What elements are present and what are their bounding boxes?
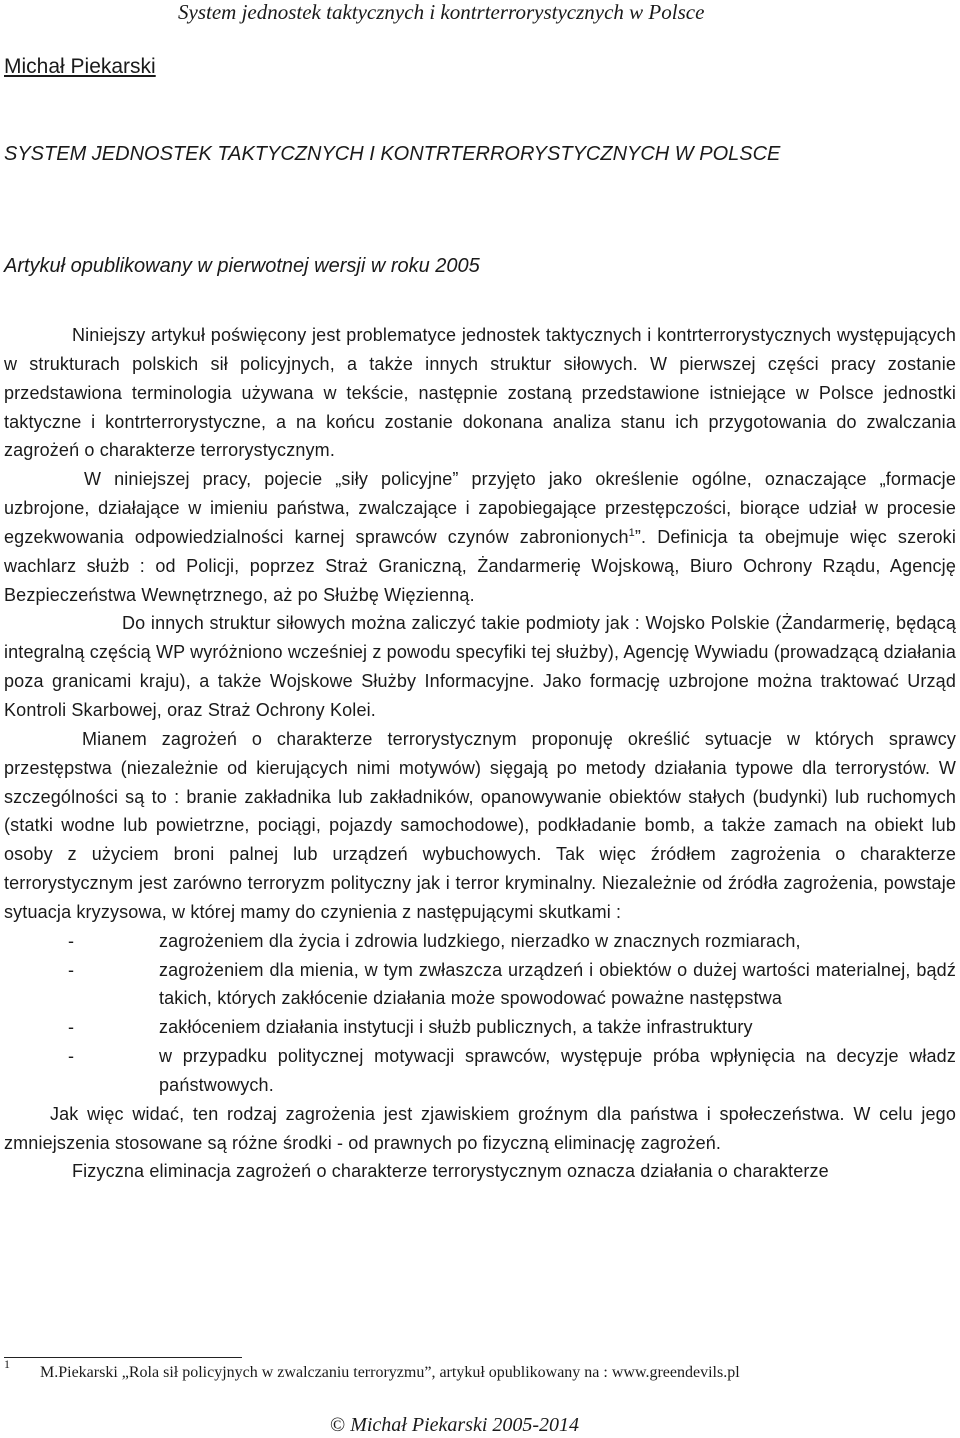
list-item [4,927,956,956]
list-item-text: zagrożeniem dla mienia, w tym zwłaszcza urządzeń i obiektów o dużej wartości materialnej, bądź takich, których zakłócenie działania może spowodować poważne następstwa [159,959,956,1009]
paragraph-definition-text: W niniejszej pracy, pojecie „siły policyjne” przyjęto jako określenie ogólne, oznaczające „formacje uzbrojone, działające w imieniu państwa, zwalczające i zapobiegające przestępczości, biorące udział w procesie egzekwowania odpowiedzialności karnej sprawców czynów zabronionych [4,469,956,547]
paragraph-summary: Jak więc widać, ten rodzaj zagrożenia jest zjawiskiem groźnym dla państwa i społeczeństwa. W celu jego zmniejszenia stosowane są różne środki - od prawnych po fizyczną eliminację zagrożeń. [4,1103,956,1153]
list-item-text: zagrożeniem dla życia i zdrowia ludzkiego, nierzadko w znacznych rozmiarach, [159,930,801,951]
consequences-list [4,927,956,1100]
list-item [4,1042,956,1100]
article-body [4,321,956,1186]
list-dash: - [68,959,75,980]
footnote-separator [4,1357,242,1358]
running-header: System jednostek taktycznych i kontrterrorystycznych w Polsce [178,0,705,24]
list-item [4,956,956,1014]
paragraph-elimination: Fizyczna eliminacja zagrożeń o charakterze terrorystycznym oznacza działania o charakterze [72,1161,829,1182]
footnote-reference: 1 [628,526,635,539]
paragraph-definition [4,465,956,609]
list-dash: - [68,930,75,951]
document-title: SYSTEM JEDNOSTEK TAKTYCZNYCH I KONTRTERRORYSTYCZNYCH W POLSCE [4,143,781,165]
copyright-icon: © [330,1414,346,1436]
paragraph-other-structures: Do innych struktur siłowych można zaliczyć takie podmioty jak : Wojsko Polskie (Żandarmerię, będącą integralną częścią WP wyróżniono wcześniej z powodu specyfiki tej służby), Agencję Wywiadu (prowadzącą działania poza granicami kraju), a także Wojskowe Służby Informacyjne. Jako formację uzbrojone można traktować Urząd Kontroli Skarbowej, oraz Straż Ochrony Kolei. [4,613,956,720]
footnote-text: M.Piekarski „Rola sił policyjnych w zwalczaniu terroryzmu”, artykuł opublikowany na : www.greendevils.pl [40,1364,740,1381]
list-item [4,1013,956,1042]
paragraph-threats: Mianem zagrożeń o charakterze terrorystycznym proponuję określić sytuacje w których sprawcy przestępstwa (niezależnie od kierujących nimi motywów) sięgają po metody działania typowe dla terrorystów. W szczególności są to : branie zakładnika lub zakładników, opanowywanie obiektów stałych (budynki) lub ruchomych (statki wodne lub powietrzne, pociągi, pojazdy samochodowe), podkładanie bomb, a także zamach na obiekt lub osoby z użyciem broni palnej lub urządzeń wybuchowych. Tak więc źródłem zagrożenia o charakterze terrorystycznym jest zarówno terroryzm polityczny jak i terror kryminalny. Niezależnie od źródła zagrożenia, powstaje sytuacja kryzysowa, w której mamy do czynienia z następującymi skutkami : [4,728,956,922]
publication-note: Artykuł opublikowany w pierwotnej wersji w roku 2005 [4,255,480,277]
footer-text: Michał Piekarski 2005-2014 [350,1414,580,1436]
page-footer [330,1412,579,1438]
author-name: Michał Piekarski [4,55,156,78]
paragraph-definition-continued: ”. Definicja ta obejmuje więc szeroki wachlarz służb : od Policji, poprzez Straż Graniczną, Żandarmerię Wojskową, Biuro Ochrony Rządu, Agencję Bezpieczeństwa Wewnętrznego, aż po Służbę Więzienną. [4,526,956,605]
list-item-text: w przypadku politycznej motywacji sprawców, występuje próba wpłynięcia na decyzje władz państwowych. [159,1046,956,1095]
list-item-text: zakłóceniem działania instytucji i służb publicznych, a także infrastruktury [159,1017,753,1038]
footnote-marker: 1 [4,1357,10,1371]
paragraph-intro: Niniejszy artykuł poświęcony jest problematyce jednostek taktycznych i kontrterrorystycznych występujących w strukturach polskich sił policyjnych, a także innych struktur siłowych. W pierwszej części pracy zostanie przedstawiona terminologia używana w tekście, następnie zostaną przedstawione istniejące w Polsce jednostki taktyczne i kontrterrorystyczne, a na końcu zostanie dokonana analiza stanu ich przygotowania do zwalczania zagrożeń o charakterze terrorystycznym. [4,325,956,461]
list-dash: - [68,1046,75,1067]
list-dash: - [68,1017,75,1038]
